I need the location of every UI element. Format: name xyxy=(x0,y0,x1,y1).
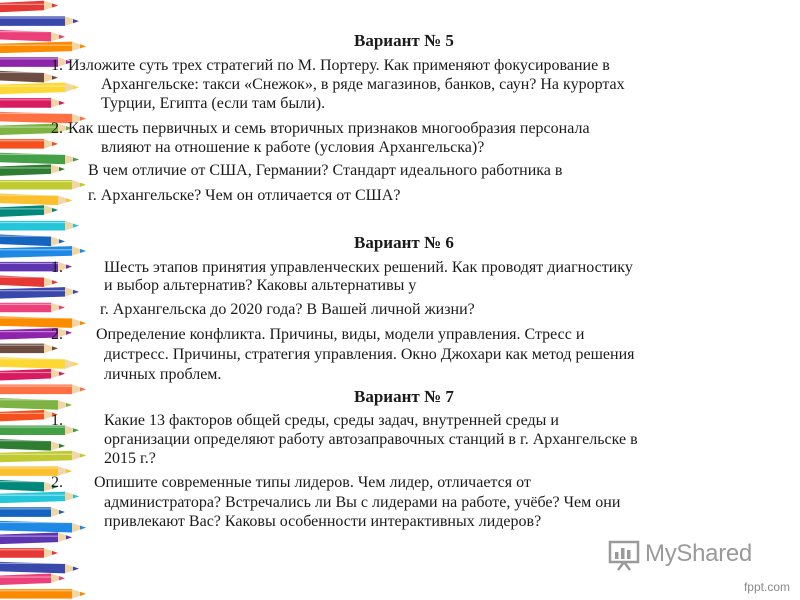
variant-5-heading: Вариант № 5 xyxy=(354,31,454,50)
presentation-chart-icon xyxy=(607,538,641,572)
v7-q2-number: 2. xyxy=(51,474,63,491)
v5-q2-line: г. Архангельске? Чем он отличается от США? xyxy=(88,187,401,204)
v5-q1-number: 1. xyxy=(51,57,63,74)
v5-q2-line: В чем отличие от США, Германии? Стандарт идеального работника в xyxy=(88,162,563,179)
v5-q1-line: Изложите суть трех стратегий по М. Портеру. Как применяют фокусирование в xyxy=(68,57,610,74)
v7-q2-line: Опишите современные типы лидеров. Чем лидер, отличается от xyxy=(94,474,531,491)
v6-q1-line: и выбор альтернатив? Каковы альтернативы у xyxy=(104,277,417,294)
v7-q1-line: 2015 г.? xyxy=(104,450,156,467)
v6-q2-line: Определение конфликта. Причины, виды, модели управления. Стресс и xyxy=(96,326,585,343)
v5-q1-line: Турции, Египта (если там были). xyxy=(101,95,326,112)
v5-q2-number: 2. xyxy=(51,120,63,137)
v6-q1-line: Шесть этапов принятия управленческих решений. Как проводят диагностику xyxy=(104,259,633,276)
variant-7-heading: Вариант № 7 xyxy=(354,387,454,406)
v7-q2-line: привлекают Вас? Каковы особенности интерактивных лидеров? xyxy=(104,513,542,530)
myshared-logo-text: MyShared xyxy=(645,540,752,567)
v6-q1-line: г. Архангельска до 2020 года? В Вашей личной жизни? xyxy=(100,301,475,318)
myshared-watermark xyxy=(607,536,767,574)
v6-q2-line: личных проблем. xyxy=(104,366,222,383)
v6-q2-number: 2. xyxy=(51,326,63,343)
v5-q1-line: Архангельске: такси «Снежок», в ряде магазинов, банков, саун? На курортах xyxy=(101,76,625,93)
v7-q1-line: организации определяют работу автозаправочных станций в г. Архангельске в xyxy=(104,431,638,448)
v7-q1-line: Какие 13 факторов общей среды, среды задач, внутренней среды и xyxy=(104,412,559,429)
fppt-footer: fppt.com xyxy=(743,580,790,594)
variant-6-heading: Вариант № 6 xyxy=(354,233,454,252)
v6-q1-number: 1. xyxy=(51,259,63,276)
v5-q2-line: влияют на отношение к работе (условия Архангельска)? xyxy=(101,139,485,156)
v6-q2-line: дистресс. Причины, стратегия управления. Окно Джохари как метод решения xyxy=(104,346,635,363)
v7-q2-line: администратора? Встречались ли Вы с лидерами на работе, учёбе? Чем они xyxy=(104,494,621,511)
v5-q2-line: Как шесть первичных и семь вторичных признаков многообразия персонала xyxy=(68,120,590,137)
v7-q1-number: 1. xyxy=(51,412,63,429)
